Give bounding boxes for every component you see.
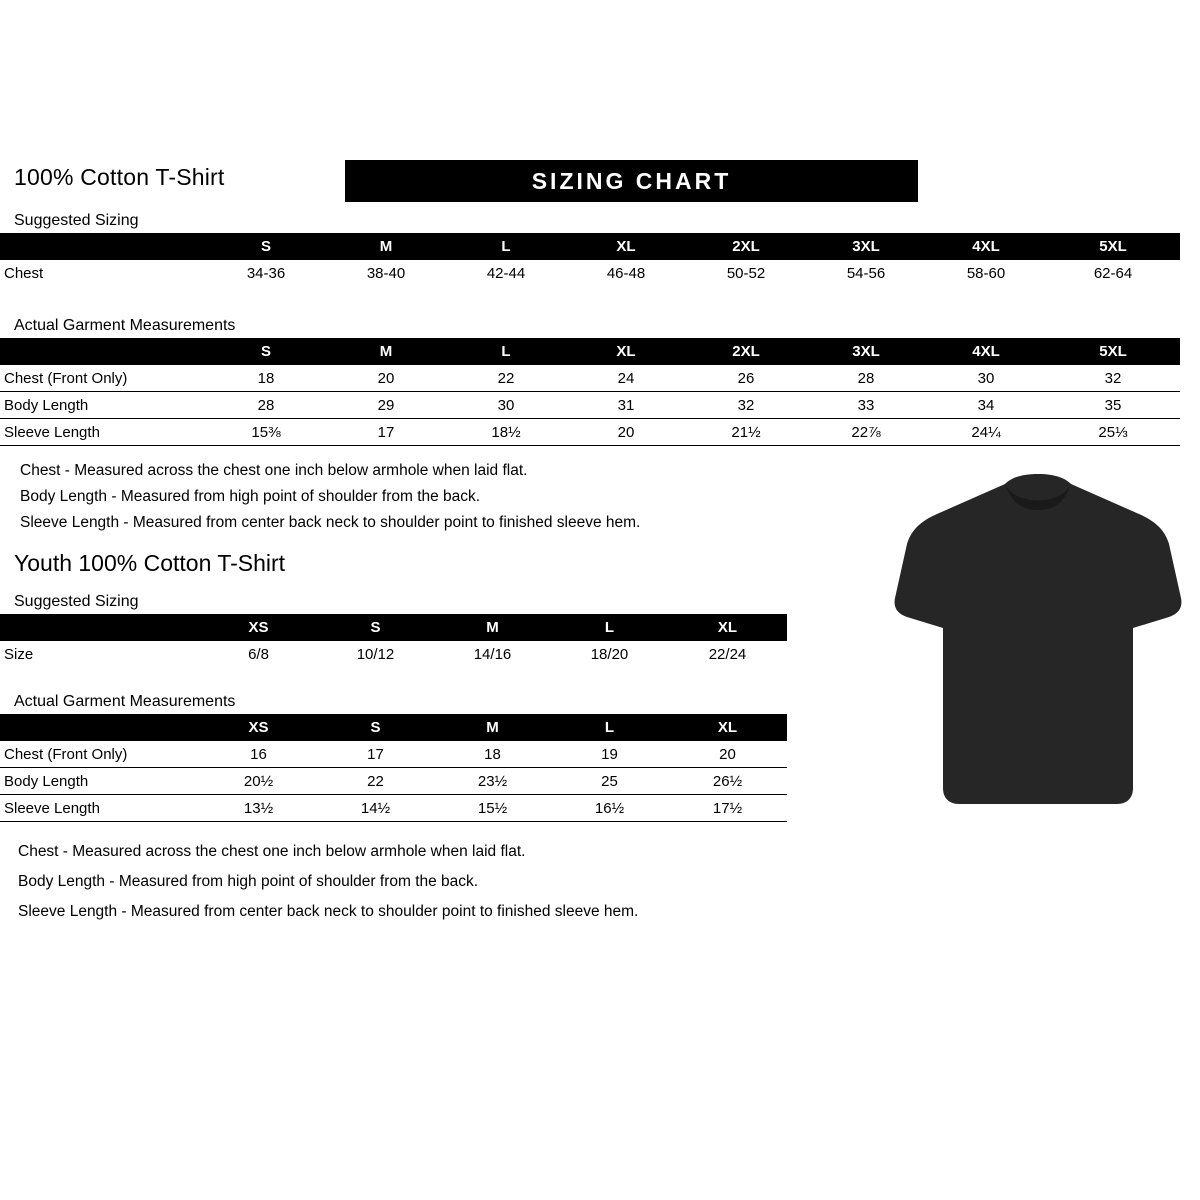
adult-actual-row-label: Sleeve Length (0, 419, 206, 446)
adult-actual-col-header: 3XL (852, 343, 880, 360)
adult-suggested-cell: 46-48 (606, 264, 646, 282)
youth-suggested-col-header (0, 614, 200, 641)
table-row (0, 795, 787, 822)
adult-suggested-col-header: 5XL (1099, 238, 1127, 255)
adult-actual-col-header: 4XL (972, 343, 1000, 360)
youth-suggested-cell: 10/12 (356, 645, 395, 663)
adult-suggested-cell: 38-40 (366, 264, 406, 282)
adult-actual-col-header: M (379, 343, 393, 360)
adult-actual-cell: 22 (446, 365, 566, 392)
adult-actual-cell: 24¼ (926, 419, 1046, 446)
adult-suggested-col-header: S (260, 238, 271, 255)
youth-actual-cell: 20 (668, 741, 787, 768)
adult-actual-cell: 18 (206, 365, 326, 392)
page-header (14, 160, 1186, 202)
youth-actual-col-header: L (604, 719, 615, 736)
youth-actual-cell: 25 (551, 768, 668, 795)
youth-actual-row-label: Sleeve Length (0, 795, 200, 822)
youth-actual-cell: 19 (551, 741, 668, 768)
table-row (0, 741, 787, 768)
youth-actual-col-header: M (486, 719, 499, 736)
adult-note-sleeve-length: Sleeve Length - Measured from center back neck to shoulder point to finished sleeve hem. (20, 514, 641, 531)
adult-actual-cell: 24 (566, 365, 686, 392)
youth-actual-cell: 16½ (551, 795, 668, 822)
youth-actual-cell: 15½ (434, 795, 551, 822)
youth-actual-col-header: S (370, 719, 381, 736)
youth-actual-col-header: XL (717, 719, 738, 736)
adult-actual-col-header: 5XL (1099, 343, 1127, 360)
adult-actual-cell: 29 (326, 392, 446, 419)
youth-actual-cell: 13½ (200, 795, 317, 822)
youth-actual-cell: 16 (200, 741, 317, 768)
youth-suggested-header-row (0, 614, 787, 641)
adult-actual-col-header: XL (616, 343, 636, 360)
youth-suggested-sizing-label: Suggested Sizing (14, 593, 139, 610)
adult-suggested-col-header (0, 233, 206, 260)
adult-actual-cell: 30 (446, 392, 566, 419)
youth-actual-row-label: Body Length (0, 768, 200, 795)
adult-actual-cell: 33 (806, 392, 926, 419)
youth-suggested-col-header: XL (717, 619, 738, 636)
youth-actual-cell: 17½ (668, 795, 787, 822)
adult-suggested-header-row (0, 233, 1180, 260)
adult-actual-header-row (0, 338, 1180, 365)
adult-actual-cell: 28 (806, 365, 926, 392)
adult-suggested-cell: 34-36 (246, 264, 286, 282)
adult-actual-cell: 26 (686, 365, 806, 392)
youth-actual-measurements-table (0, 714, 787, 822)
table-row (0, 392, 1180, 419)
adult-suggested-cell: 54-56 (846, 264, 886, 282)
youth-note-sleeve-length: Sleeve Length - Measured from center back neck to shoulder point to finished sleeve hem. (18, 903, 639, 920)
youth-actual-cell: 23½ (434, 768, 551, 795)
youth-actual-cell: 20½ (200, 768, 317, 795)
adult-actual-cell: 34 (926, 392, 1046, 419)
adult-actual-measurements-table (0, 338, 1180, 446)
adult-actual-row-label: Chest (Front Only) (0, 365, 206, 392)
adult-actual-cell: 17 (326, 419, 446, 446)
adult-suggested-col-header: M (379, 238, 393, 255)
youth-suggested-col-header: M (486, 619, 499, 636)
youth-suggested-sizing-table (0, 614, 787, 667)
adult-suggested-col-header: 2XL (732, 238, 760, 255)
adult-actual-cell: 30 (926, 365, 1046, 392)
adult-suggested-col-header: XL (616, 238, 636, 255)
youth-suggested-row-label: Size (4, 645, 34, 663)
adult-suggested-sizing-label: Suggested Sizing (14, 212, 139, 229)
adult-actual-cell: 20 (566, 419, 686, 446)
adult-actual-cell: 35 (1046, 392, 1180, 419)
adult-actual-cell: 31 (566, 392, 686, 419)
adult-actual-row-label: Body Length (0, 392, 206, 419)
sizing-chart-banner-label: SIZING CHART (531, 167, 732, 194)
youth-actual-cell: 18 (434, 741, 551, 768)
youth-actual-cell: 26½ (668, 768, 787, 795)
youth-actual-col-header (0, 714, 200, 741)
adult-suggested-cell: 62-64 (1093, 264, 1133, 282)
adult-actual-measurements-label: Actual Garment Measurements (14, 317, 236, 334)
table-row (0, 419, 1180, 446)
adult-suggested-cell: 58-60 (966, 264, 1006, 282)
adult-suggested-cell: 42-44 (486, 264, 526, 282)
adult-actual-col-header: 2XL (732, 343, 760, 360)
t-shirt-illustration (893, 470, 1183, 810)
adult-note-chest: Chest - Measured across the chest one inch below armhole when laid flat. (20, 462, 528, 479)
youth-suggested-cell: 18/20 (590, 645, 629, 663)
youth-section-title: Youth 100% Cotton T-Shirt (14, 550, 286, 576)
youth-note-body-length: Body Length - Measured from high point of shoulder from the back. (18, 873, 479, 890)
adult-actual-col-header: L (501, 343, 511, 360)
youth-suggested-cell: 6/8 (248, 645, 269, 663)
youth-actual-cell: 17 (317, 741, 434, 768)
sizing-chart-banner (345, 160, 918, 202)
adult-note-body-length: Body Length - Measured from high point of shoulder from the back. (20, 488, 481, 505)
adult-actual-cell: 28 (206, 392, 326, 419)
table-row (0, 768, 787, 795)
youth-suggested-cell: 14/16 (473, 645, 512, 663)
youth-actual-col-header: XS (248, 719, 269, 736)
adult-actual-cell: 32 (686, 392, 806, 419)
page-title: 100% Cotton T-Shirt (14, 164, 225, 190)
adult-actual-cell: 18½ (446, 419, 566, 446)
youth-note-chest: Chest - Measured across the chest one inch below armhole when laid flat. (18, 843, 526, 860)
youth-actual-row-label: Chest (Front Only) (0, 741, 200, 768)
youth-actual-cell: 22 (317, 768, 434, 795)
table-row (0, 260, 1180, 286)
youth-suggested-col-header: XS (248, 619, 269, 636)
youth-actual-cell: 14½ (317, 795, 434, 822)
youth-suggested-col-header: S (370, 619, 381, 636)
adult-suggested-col-header: 4XL (972, 238, 1000, 255)
adult-actual-cell: 32 (1046, 365, 1180, 392)
adult-suggested-col-header: L (501, 238, 511, 255)
adult-actual-col-header: S (260, 343, 271, 360)
youth-actual-header-row (0, 714, 787, 741)
adult-suggested-sizing-table (0, 233, 1180, 286)
adult-suggested-col-header: 3XL (852, 238, 880, 255)
adult-actual-cell: 20 (326, 365, 446, 392)
youth-actual-measurements-label: Actual Garment Measurements (14, 693, 236, 710)
adult-suggested-cell: 50-52 (726, 264, 766, 282)
table-row (0, 365, 1180, 392)
table-row (0, 641, 787, 667)
adult-suggested-row-label: Chest (4, 264, 44, 282)
youth-suggested-col-header: L (604, 619, 615, 636)
adult-actual-cell: 15⅜ (206, 419, 326, 446)
adult-actual-cell: 22⅞ (806, 419, 926, 446)
adult-actual-cell: 21½ (686, 419, 806, 446)
youth-suggested-cell: 22/24 (708, 645, 747, 663)
adult-actual-col-header (0, 338, 206, 365)
adult-actual-cell: 25⅓ (1046, 419, 1180, 446)
